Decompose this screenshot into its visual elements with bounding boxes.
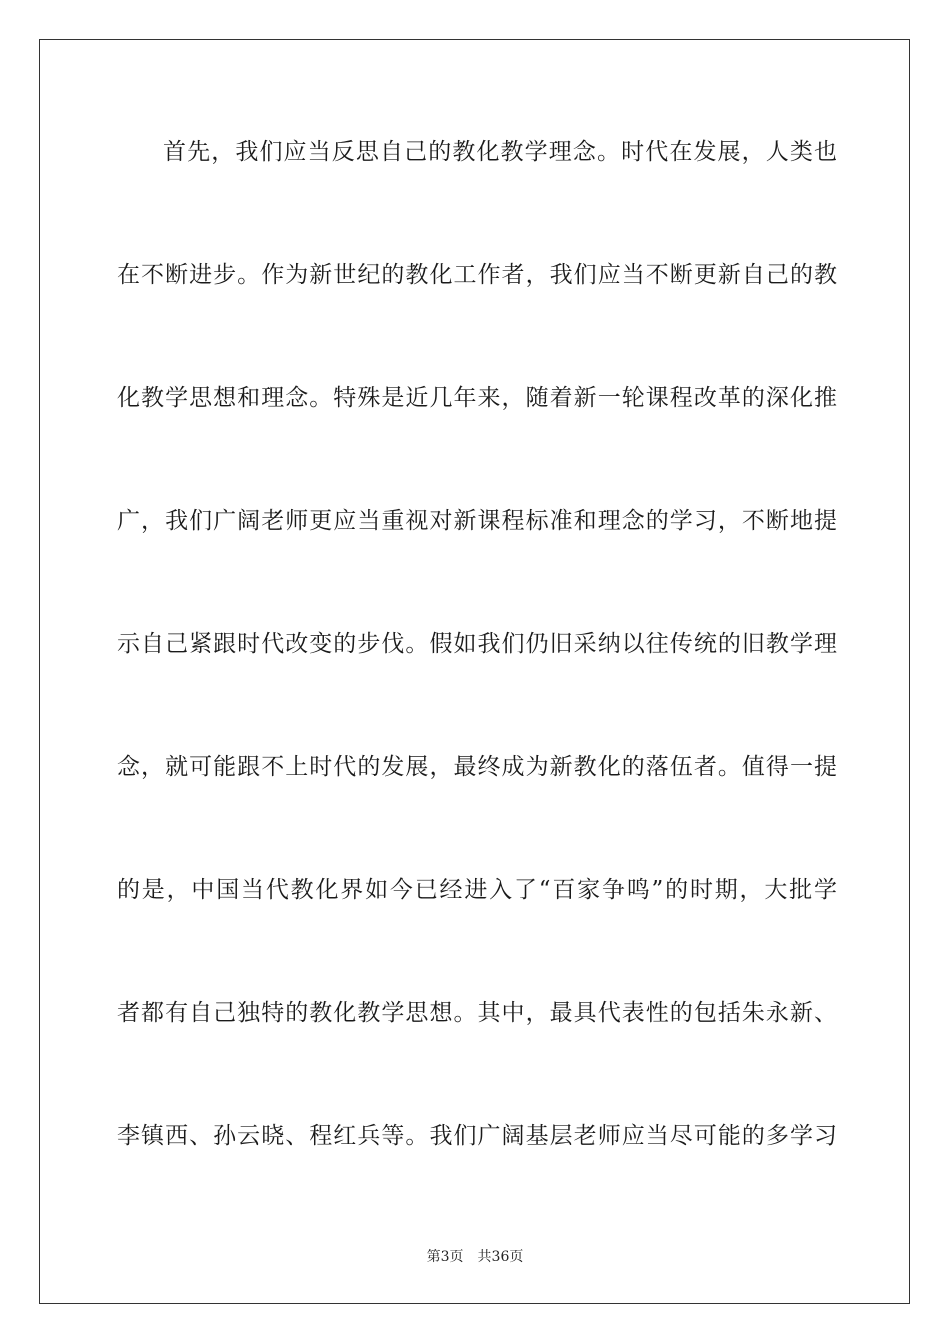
- paragraph-line-3: 化教学思想和理念。特殊是近几年来，随着新一轮课程改革的深化推: [117, 385, 837, 411]
- paragraph-line-9: 李镇西、孙云晓、程红兵等。我们广阔基层老师应当尽可能的多学习: [117, 1123, 837, 1149]
- paragraph-line-7: 的是，中国当代教化界如今已经进入了“百家争鸣”的时期，大批学: [117, 877, 837, 903]
- current-page-label: 第3页: [426, 1249, 464, 1265]
- paragraph-line-8: 者都有自己独特的教化教学思想。其中，最具代表性的包括朱永新、: [117, 1000, 837, 1026]
- paragraph-line-4: 广，我们广阔老师更应当重视对新课程标准和理念的学习，不断地提: [117, 508, 837, 534]
- total-pages-label: 共36页: [477, 1249, 524, 1265]
- paragraph-line-6: 念，就可能跟不上时代的发展，最终成为新教化的落伍者。值得一提: [117, 754, 837, 780]
- paragraph-line-1: 首先，我们应当反思自己的教化教学理念。时代在发展，人类也: [163, 139, 837, 165]
- paragraph-line-2: 在不断进步。作为新世纪的教化工作者，我们应当不断更新自己的教: [117, 262, 837, 288]
- page-footer: [0, 1247, 950, 1267]
- page-border: [39, 39, 910, 1304]
- paragraph-line-5: 示自己紧跟时代改变的步伐。假如我们仍旧采纳以往传统的旧教学理: [117, 631, 837, 657]
